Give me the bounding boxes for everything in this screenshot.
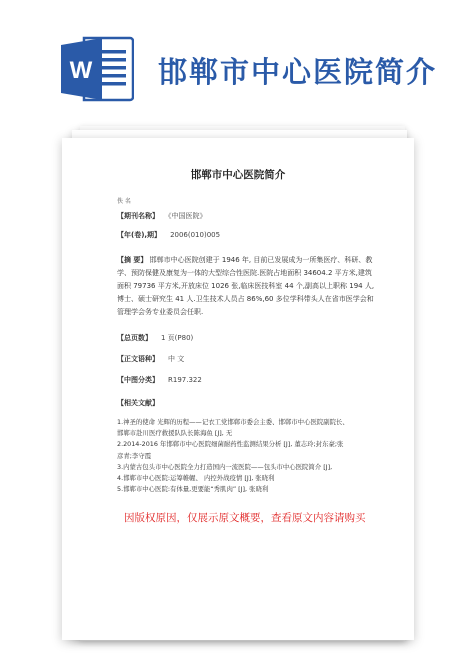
reference-line: 彦青;李守霞 (117, 451, 152, 460)
field-value: R197.322 (168, 376, 202, 384)
abstract-line: 学、预防保健及康复为一体的大型综合性医院.医院占地面积 34604.2 平方米,建筑 (117, 269, 372, 277)
field-value: 1 页(P80) (161, 334, 194, 342)
field-label: 【正文语种】 (117, 355, 159, 363)
abstract-line: 管理学会务专业委员会任职. (117, 308, 204, 316)
header-title: 邯郸市中心医院简介 (158, 55, 438, 89)
abstract-line: 邯郸市中心医院创建于 1946 年, 目前已发展成为一所集医疗、科研、教 (149, 256, 373, 264)
abstract-label: 【摘 要】 (117, 256, 148, 264)
field-value: 《中国医院》 (168, 212, 207, 220)
copyright-notice: 因版权原因，仅展示原文概要，查看原文内容请购买 (124, 512, 366, 524)
field-label: 【期刊名称】 (117, 212, 159, 220)
reference-line: 2.2014-2016 年邯郸市中心医院细菌耐药性监测结果分析 [J], 董志玲;封东豪;张 (117, 440, 344, 449)
field-label: 【年(卷),期】 (117, 231, 162, 239)
abstract-line: 面积 79736 平方米,开放床位 1026 张,临床医技科室 44 个,副高以上职称 194 人, (117, 282, 375, 290)
field-total-pages (117, 333, 193, 344)
references-list (117, 417, 367, 495)
field-label: 【总页数】 (117, 334, 152, 342)
field-language (117, 354, 184, 365)
document-page (62, 138, 414, 640)
word-logo-letter: W (69, 57, 93, 84)
word-document-icon (60, 36, 134, 102)
field-journal-name (117, 211, 207, 222)
document-author: 佚 名 (117, 198, 131, 205)
reference-line: 5.邯郸市中心医院:有体量,更要能“秀肌肉” [J], 张晓利 (117, 485, 269, 494)
field-value: 中 文 (168, 355, 185, 363)
abstract-block (117, 254, 375, 319)
references-heading (117, 398, 159, 409)
reference-line: 1.神圣的使命 光辉的历程——记衣工党邯郸市委会主委、邯郸市中心医院副院长、 (117, 418, 349, 426)
reference-line: 4.邯郸市中心医院:运筹帷幄、 内控外战疫情 [J], 张晓利 (117, 474, 275, 483)
document-title: 邯郸市中心医院简介 (190, 169, 286, 181)
field-volume-issue (117, 230, 220, 241)
reference-line: 邯郸市赴川医疗救援队队长陈海鱼 [J], 无 (117, 429, 233, 438)
field-value: 2006(010)005 (170, 231, 221, 239)
references-label: 【相关文献】 (117, 399, 159, 407)
reference-line: 3.内蒙古包头市中心医院全力打造国内一流医院——包头市中心医院简介 [J], (117, 462, 333, 471)
field-label: 【中图分类】 (117, 376, 159, 384)
page-header (0, 0, 474, 100)
abstract-line: 博士、硕士研究生 41 人.卫生技术人员占 86%,60 多位学科带头人在省市医学会和 (117, 295, 374, 303)
field-classification (117, 375, 202, 386)
